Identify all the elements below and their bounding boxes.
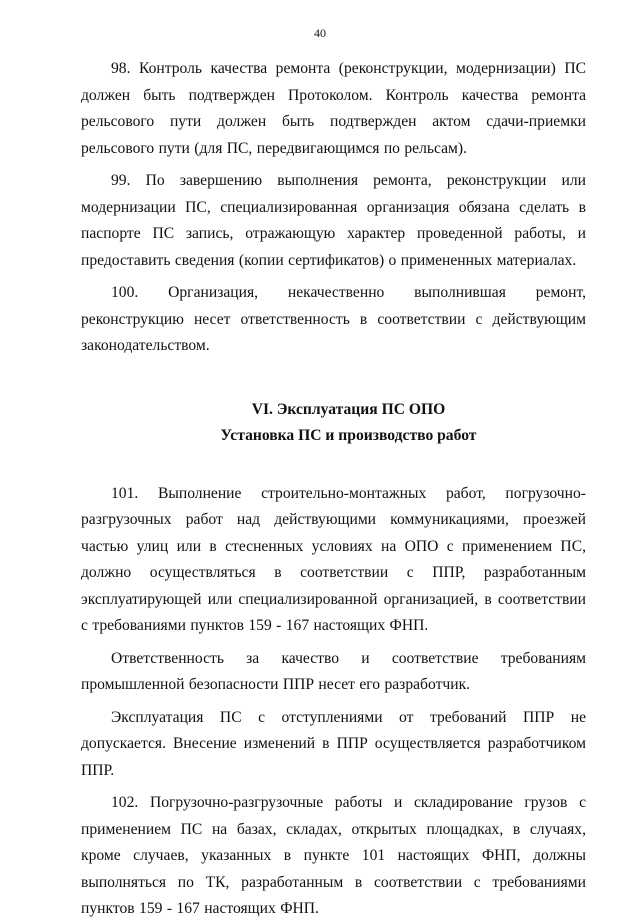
document-body	[81, 56, 586, 924]
paragraph-responsibility: Ответственность за качество и соответствие требованиям промышленной безопасности ППР несет его разработчик.	[81, 649, 586, 693]
paragraph-98: 98. Контроль качества ремонта (реконструкции, модернизации) ПС должен быть подтвержден Протоколом. Контроль качества ремонта рельсового пути должен быть подтвержден актом сдачи-приемки рельсового пути (для ПС, передвигающимся по рельсам).	[81, 60, 586, 157]
section-title: VI. Эксплуатация ПС ОПО	[251, 400, 446, 418]
paragraph-101: 101. Выполнение строительно-монтажных работ, погрузочно-разгрузочных работ над действующими коммуникациями, проезжей частью улиц или в стесненных условиях на ОПО с применением ПС, должно осуществляться в соответствии с ППР, разработанным эксплуатирующей или специализированной организацией, в соответствии с требованиями пунктов 159 - 167 настоящих ФНП.	[81, 484, 586, 634]
paragraph-deviations: Эксплуатация ПС с отступлениями от требований ППР не допускается. Внесение изменений в ППР осуществляется разработчиком ППР.	[81, 708, 586, 779]
paragraph-100: 100. Организация, некачественно выполнившая ремонт, реконструкцию несет ответственность в соответствии с действующим законодательством.	[81, 284, 586, 354]
section-subtitle: Установка ПС и производство работ	[220, 426, 477, 444]
page-number: 40	[314, 26, 326, 40]
paragraph-102: 102. Погрузочно-разгрузочные работы и складирование грузов с применением ПС на базах, складах, открытых площадках, в случаях, кроме случаев, указанных в пункте 101 настоящих ФНП, должны выполняться по ТК, разработанным в соответствии с требованиями пунктов 159 - 167 настоящих ФНП.	[81, 794, 586, 917]
paragraph-99: 99. По завершению выполнения ремонта, реконструкции или модернизации ПС, специализированная организация обязана сделать в паспорте ПС запись, отражающую характер проведенной работы, и предоставить сведения (копии сертификатов) о примененных материалах.	[81, 172, 586, 269]
